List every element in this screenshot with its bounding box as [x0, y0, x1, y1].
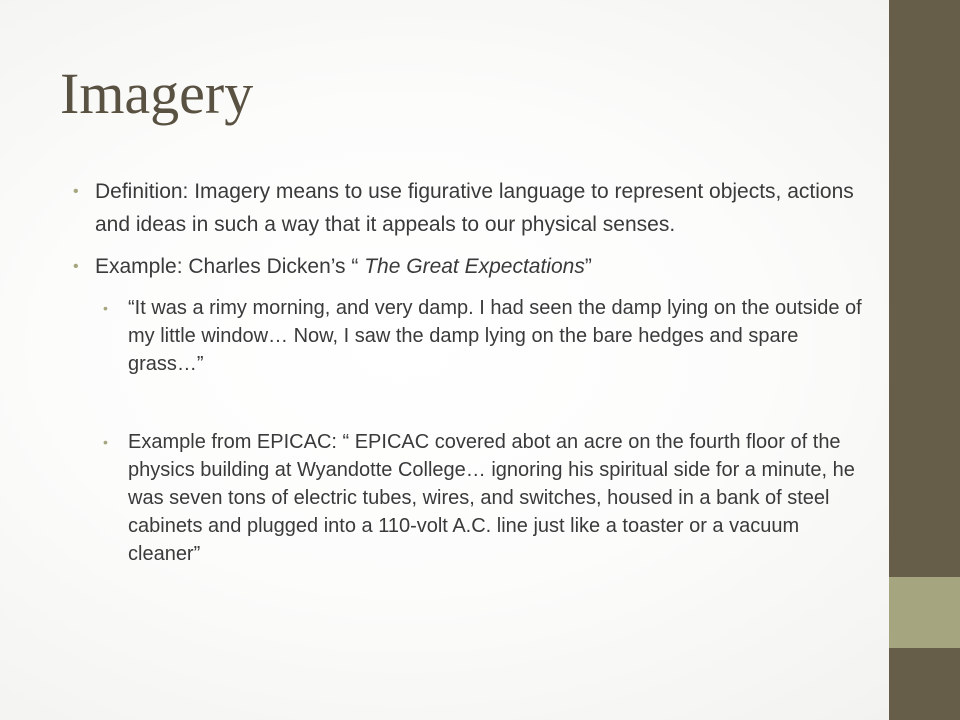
sub-bullet-dot: • [103, 434, 108, 450]
bullet-example-suffix: ” [584, 255, 592, 278]
bullet-example [73, 250, 863, 283]
bullet-dot: • [73, 258, 79, 275]
bullet-definition [73, 175, 863, 241]
slide-title: Imagery [60, 61, 254, 126]
bullet-dot: • [73, 183, 79, 200]
bullet-example-work-title: The Great Expectations [364, 255, 585, 278]
slide-content [73, 175, 863, 568]
sub-bullet-dot: • [103, 300, 108, 316]
sub-bullet-epicac [73, 428, 863, 568]
bullet-definition-text: Definition: Imagery means to use figurative language to represent objects, actions and ideas in such a way that it appeals to our physical senses. [95, 180, 854, 236]
sub-bullet-quote [73, 294, 863, 378]
bullet-example-prefix: Example: Charles Dicken’s “ [95, 255, 365, 278]
sub-bullet-epicac-text: Example from EPICAC: “ EPICAC covered abot an acre on the fourth floor of the physics building at Wyandotte College… ignoring his spiritual side for a minute, he was seven tons of electric tubes, wires, and switches, housed in a bank of steel cabinets and plugged into a 110-volt A.C. line just like a toaster or a vacuum cleaner” [128, 431, 855, 565]
side-accent-block [889, 577, 960, 648]
sub-bullet-quote-text: “It was a rimy morning, and very damp. I had seen the damp lying on the outside of my little window… Now, I saw the damp lying on the bare hedges and spare grass…” [128, 297, 862, 375]
